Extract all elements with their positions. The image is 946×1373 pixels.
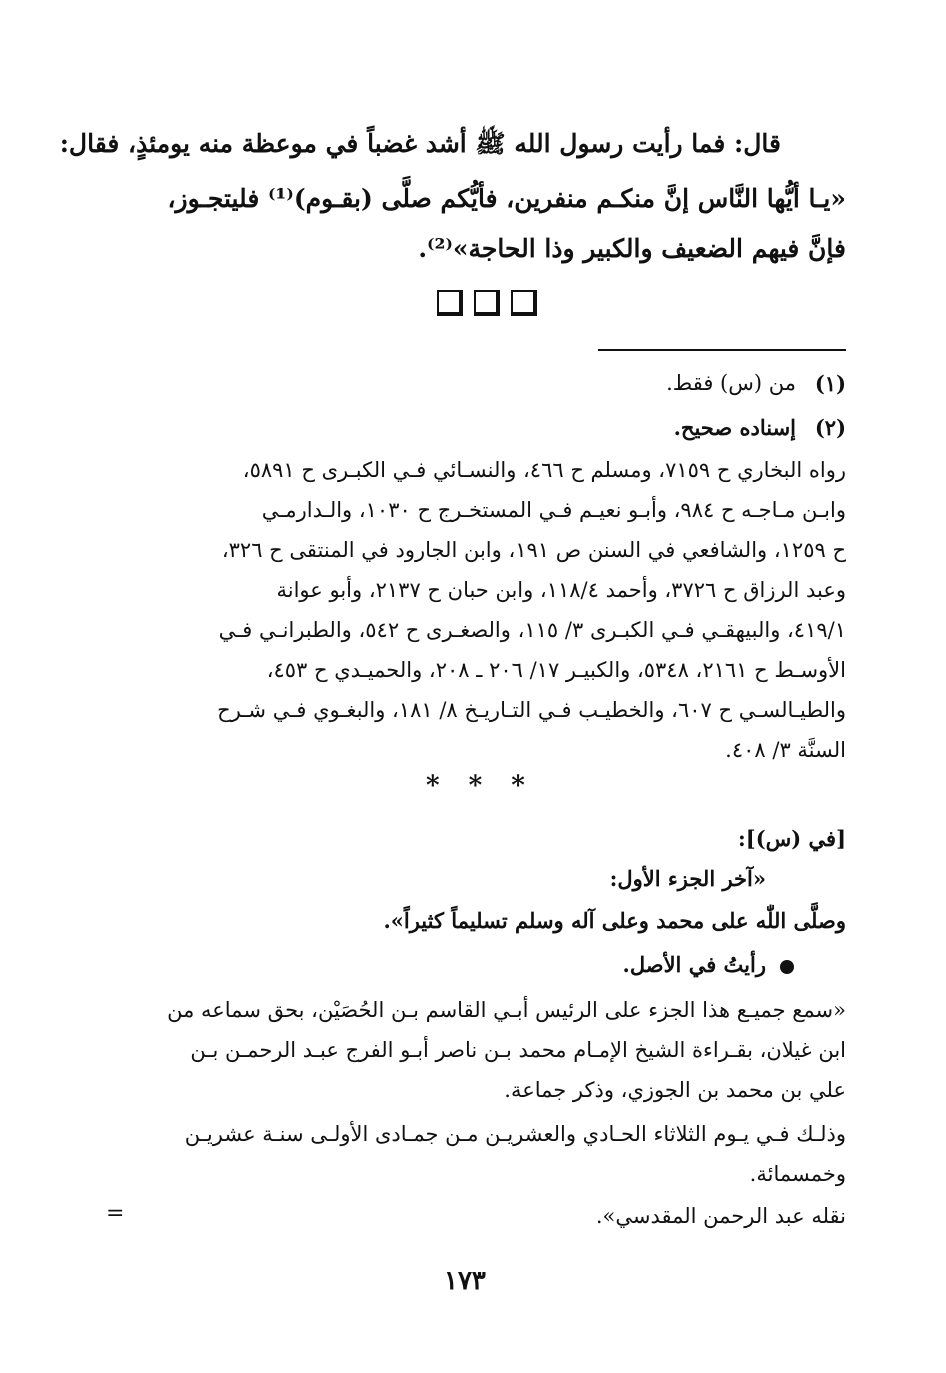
colophon-signature: نقله عبد الرحمن المقدسي».	[595, 1204, 846, 1228]
footnote-1-text: من (س) فقط.	[666, 371, 796, 395]
main-text-line-3: فإنَّ فيهم الضعيف والكبير وذا الحاجة»⁽²⁾.	[418, 234, 846, 263]
footnote-2-text: إسناده صحيح.	[673, 415, 796, 440]
colophon-para1-line: ابن غيلان، بقـراءة الشيخ الإمـام محمد بـن ناصر أبـو الفرج عبـد الرحمـن بـن	[190, 1038, 846, 1062]
footnote-2-line: وعبد الرزاق ح ٣٧٢٦، وأحمد ١١٨/٤، وابن حبان ح ٢١٣٧، وأبو عوانة	[276, 578, 846, 602]
section-stars: * * *	[426, 771, 535, 801]
footnote-2-line: وابـن مـاجـه ح ٩٨٤، وأبـو نعيـم فـي المستخـرج ح ١٠٣٠، والـدارمـي	[261, 498, 846, 522]
separator-box	[474, 290, 500, 316]
footnote-2-line: ٤١٩/١، والبيهقـي فـي الكبـرى ٣/ ١١٥، والصغـرى ح ٥٤٢، والطبرانـي فـي	[218, 618, 846, 642]
colophon-blessing: وصلَّى اللّٰه على محمد وعلى آله وسلم تسليماً كثيراً».	[383, 908, 846, 933]
bullet-dot	[780, 960, 794, 974]
colophon-heading: «آخر الجزء الأول:	[609, 866, 766, 891]
page-number: ١٧٣	[444, 1266, 486, 1296]
footnote-1-number: (١)	[814, 371, 846, 396]
margin-mark: =	[106, 1201, 125, 1226]
colophon-para2-line: وذلـك فـي يـوم الثلاثاء الحـادي والعشريـن مـن جمـادى الأولـى سنـة عشريـن	[184, 1122, 846, 1146]
footnote-2-line: الأوسـط ح ٢١٦١، ٥٣٤٨، والكبيـر ١٧/ ٢٠٦ ـ ٢٠٨، والحميـدي ح ٤٥٣،	[266, 658, 846, 682]
footnote-2-line: رواه البخاري ح ٧١٥٩، ومسلم ح ٤٦٦، والنسـائي فـي الكبـرى ح ٥٨٩١،	[242, 458, 846, 482]
footnote-2-number: (٢)	[814, 415, 846, 440]
footnote-2-line: ح ١٢٥٩، والشافعي في السنن ص ١٩١، وابن الجارود في المنتقى ح ٣٢٦،	[221, 538, 846, 562]
colophon-seen: رأيتُ في الأصل.	[622, 952, 766, 977]
colophon-para1-line: «سمع جميـع هذا الجزء على الرئيس أبـي القاسم بـن الحُصَيْن، بحق سماعه من	[167, 998, 846, 1022]
separator-box	[437, 290, 463, 316]
footnote-2-line: السنَّة ٣/ ٤٠٨.	[725, 738, 846, 762]
section-separator-boxes	[437, 290, 537, 316]
separator-box	[511, 290, 537, 316]
main-text-line-1: قال: فما رأيت رسول الله ﷺ أشد غضباً في موعظة منه يومئذٍ، فقال:	[59, 129, 781, 158]
colophon-intro: [في (س)]:	[738, 826, 846, 851]
main-text-line-2: «يـا أيُّها النَّاس إنَّ منكـم منفرين، فأيُّكم صلَّى (بقـوم)⁽¹⁾ فليتجـوز،	[167, 184, 846, 213]
colophon-para2-line: وخمسمائة.	[749, 1162, 846, 1186]
footnote-divider	[598, 349, 846, 351]
colophon-para1-line: علي بن محمد بن الجوزي، وذكر جماعة.	[504, 1078, 846, 1102]
footnote-2-line: والطيـالسـي ح ٦٠٧، والخطيـب فـي التـاريـخ ٨/ ١٨١، والبغـوي فـي شـرح	[217, 698, 846, 722]
